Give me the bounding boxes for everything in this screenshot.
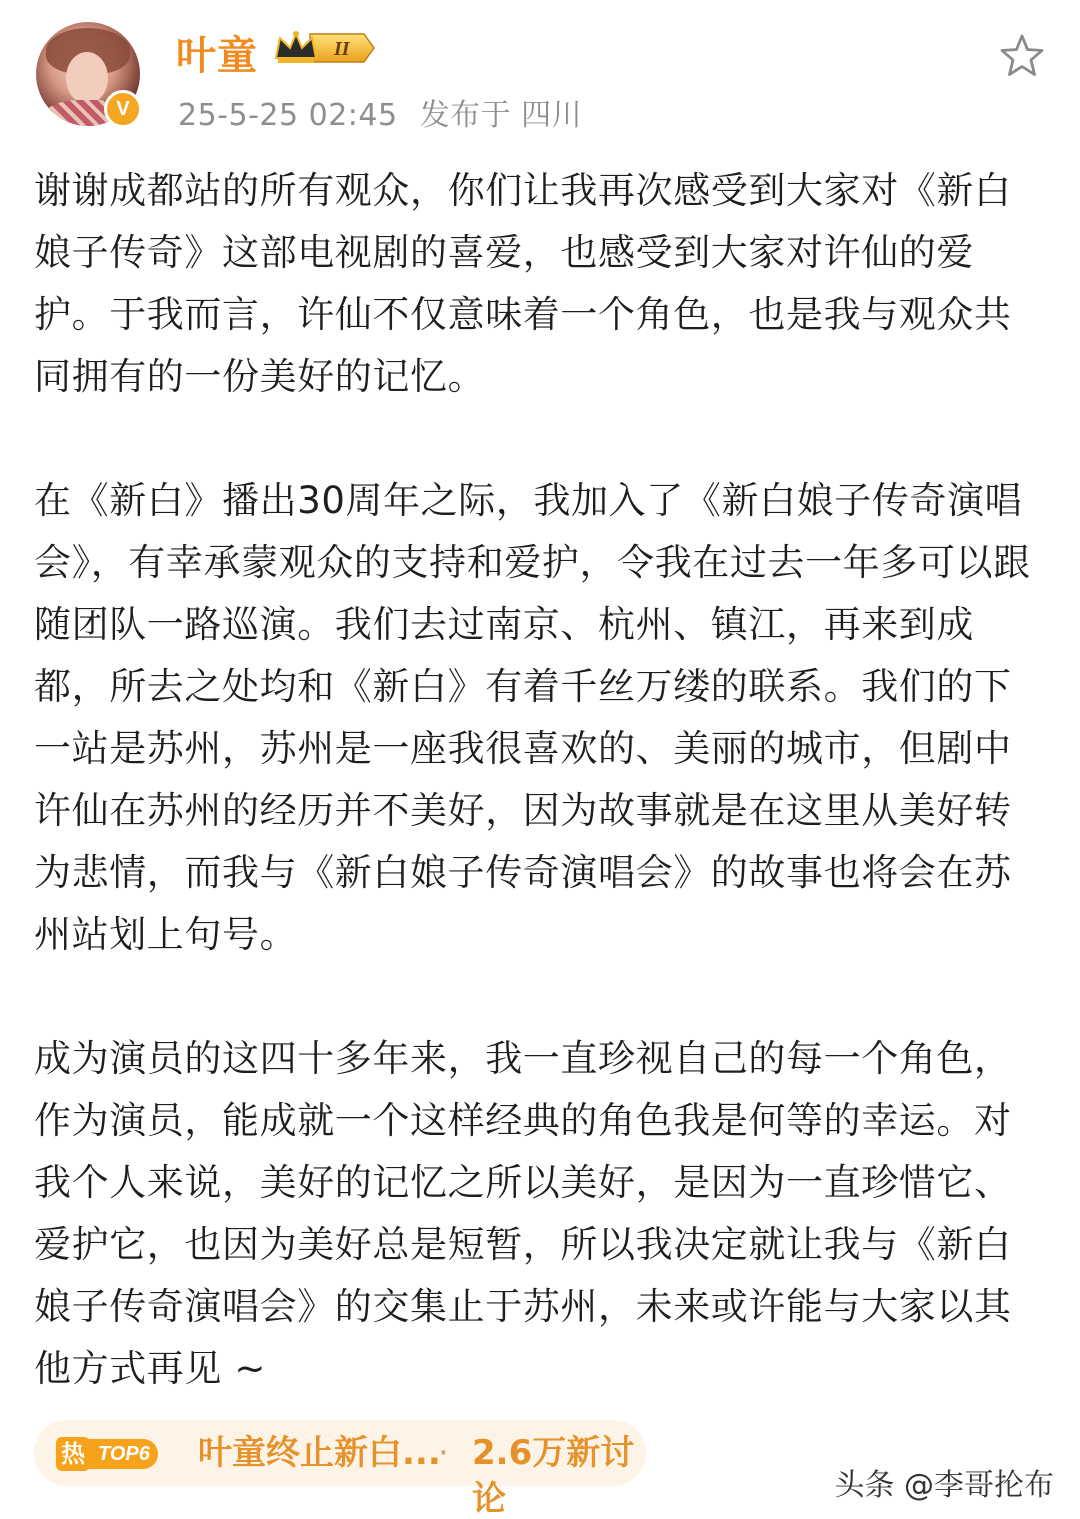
- author-name[interactable]: 叶童: [176, 33, 258, 79]
- vip-badge-label: II: [334, 38, 350, 60]
- post-header: [0, 0, 1080, 140]
- hot-icon: 热: [56, 1437, 90, 1471]
- avatar-face: [66, 52, 108, 104]
- hot-topic-separator: ·: [438, 1433, 449, 1473]
- post-paragraph: 成为演员的这四十多年来，我一直珍视自己的每一个角色，作为演员，能成就一个这样经典的角色我是何等的幸运。对我个人来说，美好的记忆之所以美好，是因为一直珍惜它、爱护它，也因为美好总是短暂，所以我决定就让我与《新白娘子传奇演唱会》的交集止于苏州，未来或许能与大家以其他方式再见 ~: [34, 1037, 1012, 1390]
- post-location: 发布于 四川: [419, 98, 583, 133]
- vip-crown-icon[interactable]: [272, 28, 376, 68]
- watermark: 头条 @李哥抡布: [834, 1468, 1054, 1503]
- post-paragraph: 谢谢成都站的所有观众，你们让我再次感受到大家对《新白娘子传奇》这部电视剧的喜爱，也感受到大家对许仙的爱护。于我而言，许仙不仅意味着一个角色，也是我与观众共同拥有的一份美好的记忆。: [34, 169, 1012, 398]
- post-meta: [178, 90, 604, 134]
- hot-topic-discussion-count: 2.6万新讨论: [472, 1433, 635, 1519]
- hot-topic-title: 叶童终止新白...: [198, 1433, 441, 1473]
- post-body: [34, 160, 1046, 1400]
- verified-icon: V: [104, 90, 142, 128]
- post-timestamp: 25-5-25 02:45: [178, 98, 398, 133]
- star-icon[interactable]: [998, 32, 1046, 80]
- post-paragraph: 在《新白》播出30周年之际，我加入了《新白娘子传奇演唱会》，有幸承蒙观众的支持和爱护，令我在过去一年多可以跟随团队一路巡演。我们去过南京、杭州、镇江，再来到成都，所去之处均和《新白》有着千丝万缕的联系。我们的下一站是苏州，苏州是一座我很喜欢的、美丽的城市，但剧中许仙在苏州的经历并不美好，因为故事就是在这里从美好转为悲情，而我与《新白娘子传奇演唱会》的故事也将会在苏州站划上句号。: [34, 479, 1031, 956]
- hot-topic-link[interactable]: [34, 1420, 646, 1519]
- rank-badge: TOP6: [88, 1439, 158, 1469]
